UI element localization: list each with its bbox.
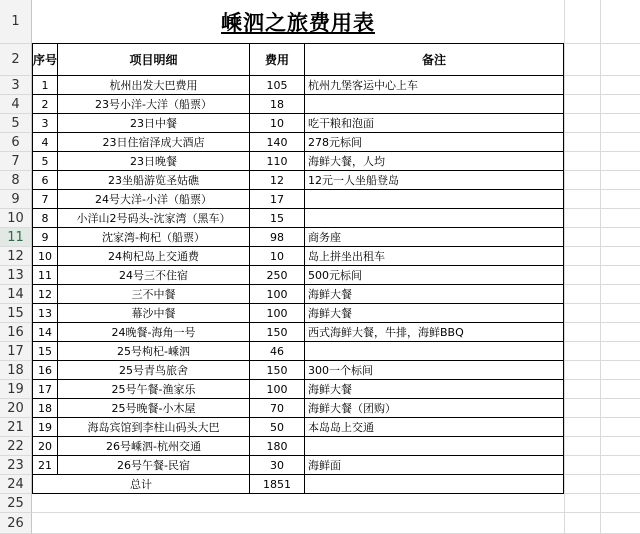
cell-note[interactable]: 海鲜面 — [305, 456, 564, 475]
cell-cost[interactable]: 110 — [250, 152, 305, 171]
row-header[interactable]: 12 — [0, 247, 32, 266]
cell-item[interactable]: 沈家湾-枸杞（船票） — [58, 228, 250, 247]
row-header[interactable]: 8 — [0, 171, 32, 190]
cell-seq[interactable]: 2 — [32, 95, 58, 114]
cell-note[interactable]: 500元标间 — [305, 266, 564, 285]
cell-note[interactable] — [305, 190, 564, 209]
cell-note[interactable]: 本岛岛上交通 — [305, 418, 564, 437]
row-header[interactable]: 16 — [0, 323, 32, 342]
row-header[interactable]: 3 — [0, 76, 32, 95]
cell-seq[interactable]: 6 — [32, 171, 58, 190]
row-header[interactable]: 2 — [0, 44, 32, 76]
row-header[interactable]: 4 — [0, 95, 32, 114]
cell-note[interactable] — [305, 342, 564, 361]
cell-item[interactable]: 24晚餐-海角一号 — [58, 323, 250, 342]
cell-note[interactable]: 西式海鲜大餐，牛排，海鲜BBQ — [305, 323, 564, 342]
cell-cost[interactable]: 70 — [250, 399, 305, 418]
row-header[interactable]: 7 — [0, 152, 32, 171]
cell-cost[interactable]: 250 — [250, 266, 305, 285]
cell-item[interactable]: 25号午餐-渔家乐 — [58, 380, 250, 399]
sheet-title-text: 嵊泗之旅费用表 — [221, 9, 375, 35]
row-header[interactable]: 22 — [0, 437, 32, 456]
cell-note[interactable]: 商务座 — [305, 228, 564, 247]
cell-cost[interactable]: 140 — [250, 133, 305, 152]
row-header[interactable]: 17 — [0, 342, 32, 361]
cell-item[interactable]: 24枸杞岛上交通费 — [58, 247, 250, 266]
cell-seq[interactable]: 1 — [32, 76, 58, 95]
cell-seq[interactable]: 17 — [32, 380, 58, 399]
cell-seq[interactable]: 15 — [32, 342, 58, 361]
cell-seq[interactable]: 9 — [32, 228, 58, 247]
cell-item[interactable]: 幕沙中餐 — [58, 304, 250, 323]
cell-seq[interactable]: 4 — [32, 133, 58, 152]
cell-cost[interactable]: 46 — [250, 342, 305, 361]
cell-seq[interactable]: 3 — [32, 114, 58, 133]
cell-note[interactable] — [305, 95, 564, 114]
cell-item[interactable]: 24号大洋-小洋（船票） — [58, 190, 250, 209]
cell-cost[interactable]: 18 — [250, 95, 305, 114]
cell-seq[interactable]: 5 — [32, 152, 58, 171]
cell-item[interactable]: 26号嵊泗-杭州交通 — [58, 437, 250, 456]
cell-cost[interactable]: 50 — [250, 418, 305, 437]
cell-cost[interactable]: 100 — [250, 380, 305, 399]
row-header[interactable]: 1 — [0, 0, 32, 44]
cell-item[interactable]: 24号三不住宿 — [58, 266, 250, 285]
cell-seq[interactable]: 18 — [32, 399, 58, 418]
cell-seq[interactable]: 20 — [32, 437, 58, 456]
cell-item[interactable]: 23日中餐 — [58, 114, 250, 133]
cell-note[interactable]: 岛上拼坐出租车 — [305, 247, 564, 266]
cell-note[interactable]: 海鲜大餐 — [305, 380, 564, 399]
row-header[interactable]: 5 — [0, 114, 32, 133]
cell-cost[interactable]: 15 — [250, 209, 305, 228]
row-header[interactable]: 18 — [0, 361, 32, 380]
cell-seq[interactable]: 12 — [32, 285, 58, 304]
cell-cost[interactable]: 180 — [250, 437, 305, 456]
cell-cost[interactable]: 150 — [250, 323, 305, 342]
cell-item[interactable]: 25号青鸟旅舍 — [58, 361, 250, 380]
total-label[interactable]: 总计 — [32, 475, 250, 494]
row-header[interactable]: 6 — [0, 133, 32, 152]
cell-note[interactable] — [305, 437, 564, 456]
grid-row — [32, 513, 640, 534]
cell-item[interactable]: 25号晚餐-小木屋 — [58, 399, 250, 418]
cell-cost[interactable]: 10 — [250, 247, 305, 266]
cell-note[interactable]: 杭州九堡客运中心上车 — [305, 76, 564, 95]
row-header[interactable]: 23 — [0, 456, 32, 475]
cell-note[interactable]: 300一个标间 — [305, 361, 564, 380]
row-header[interactable]: 21 — [0, 418, 32, 437]
cell-seq[interactable]: 19 — [32, 418, 58, 437]
cell-seq[interactable]: 11 — [32, 266, 58, 285]
row-header[interactable]: 26 — [0, 513, 32, 534]
cell-note[interactable]: 海鲜大餐 — [305, 285, 564, 304]
cell-note[interactable]: 278元标间 — [305, 133, 564, 152]
cell-seq[interactable]: 13 — [32, 304, 58, 323]
row-header[interactable]: 20 — [0, 399, 32, 418]
cell-item[interactable]: 23日住宿泽成大酒店 — [58, 133, 250, 152]
row-header[interactable]: 19 — [0, 380, 32, 399]
cell-seq[interactable]: 7 — [32, 190, 58, 209]
row-header[interactable]: 11 — [0, 228, 32, 247]
cell-item[interactable]: 小洋山2号码头-沈家湾（黑车） — [58, 209, 250, 228]
cell-item[interactable]: 23坐船游览圣姑礁 — [58, 171, 250, 190]
row-header[interactable]: 15 — [0, 304, 32, 323]
cell-seq[interactable]: 14 — [32, 323, 58, 342]
cell-cost[interactable]: 10 — [250, 114, 305, 133]
cell-item[interactable]: 三不中餐 — [58, 285, 250, 304]
cell-cost[interactable]: 100 — [250, 285, 305, 304]
cell-cost[interactable]: 17 — [250, 190, 305, 209]
cell-seq[interactable]: 8 — [32, 209, 58, 228]
row-header[interactable]: 24 — [0, 475, 32, 494]
cell-note[interactable]: 海鲜大餐 — [305, 304, 564, 323]
cell-note[interactable] — [305, 209, 564, 228]
cell-seq[interactable]: 10 — [32, 247, 58, 266]
cell-item[interactable]: 23日晚餐 — [58, 152, 250, 171]
cell-seq[interactable]: 16 — [32, 361, 58, 380]
cell-cost[interactable]: 30 — [250, 456, 305, 475]
header-seq[interactable]: 序号 — [32, 44, 58, 76]
cell-note[interactable]: 吃干粮和泡面 — [305, 114, 564, 133]
cell-note[interactable]: 海鲜大餐，人均 — [305, 152, 564, 171]
total-note[interactable] — [305, 475, 564, 494]
row-header[interactable]: 14 — [0, 285, 32, 304]
cell-item[interactable]: 杭州出发大巴费用 — [58, 76, 250, 95]
cell-cost[interactable]: 98 — [250, 228, 305, 247]
cell-seq[interactable]: 21 — [32, 456, 58, 475]
cell-cost[interactable]: 150 — [250, 361, 305, 380]
cell-cost[interactable]: 12 — [250, 171, 305, 190]
sheet-title[interactable] — [32, 0, 564, 44]
cell-item[interactable]: 海岛宾馆到李柱山码头大巴 — [58, 418, 250, 437]
cell-note[interactable]: 海鲜大餐（团购） — [305, 399, 564, 418]
cell-cost[interactable]: 100 — [250, 304, 305, 323]
cell-note[interactable]: 12元一人坐船登岛 — [305, 171, 564, 190]
grid-row — [32, 494, 640, 513]
row-header[interactable]: 13 — [0, 266, 32, 285]
cell-item[interactable]: 26号午餐-民宿 — [58, 456, 250, 475]
header-note[interactable]: 备注 — [305, 44, 564, 76]
cell-cost[interactable]: 105 — [250, 76, 305, 95]
cell-item[interactable]: 25号枸杞-嵊泗 — [58, 342, 250, 361]
row-header[interactable]: 10 — [0, 209, 32, 228]
row-header[interactable]: 9 — [0, 190, 32, 209]
cell-item[interactable]: 23号小洋-大洋（船票） — [58, 95, 250, 114]
total-cost[interactable]: 1851 — [250, 475, 305, 494]
header-cost[interactable]: 费用 — [250, 44, 305, 76]
header-item[interactable]: 项目明细 — [58, 44, 250, 76]
row-header[interactable]: 25 — [0, 494, 32, 513]
